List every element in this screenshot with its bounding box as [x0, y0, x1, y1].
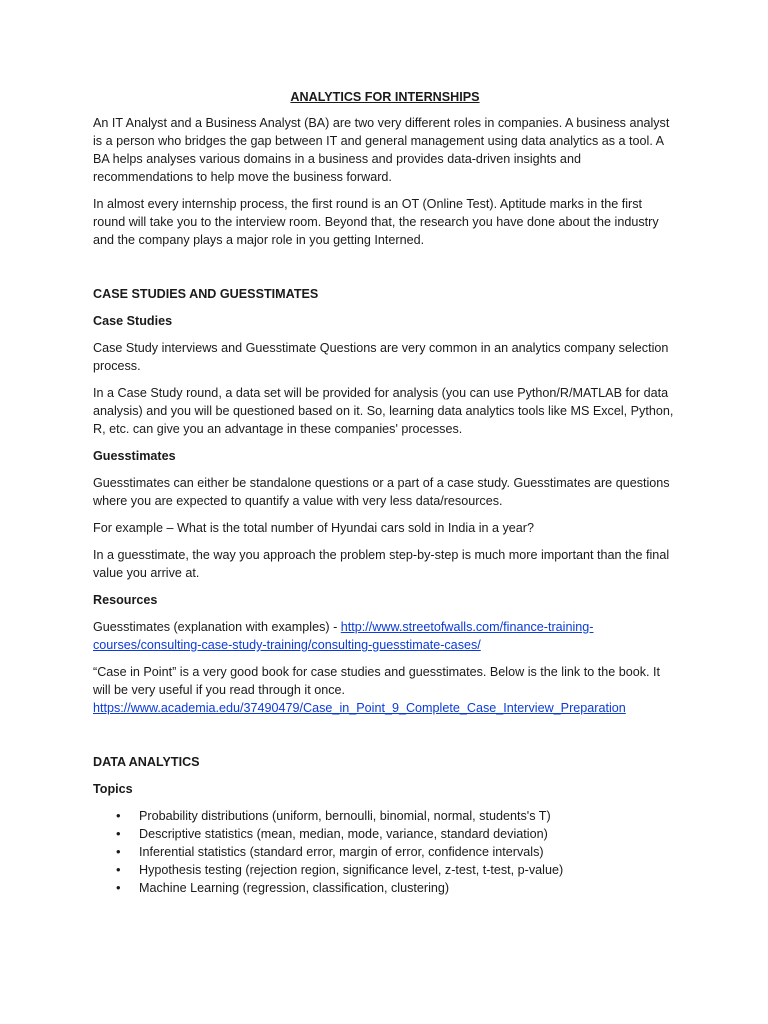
intro-paragraph: In almost every internship process, the first round is an OT (Online Test). Aptitude marks in the first round will take you to the interview room. Beyond that, the research you have done about the industry and the company plays a major role in you getting Interned.	[93, 197, 659, 247]
topic-text: Descriptive statistics (mean, median, mode, variance, standard deviation)	[139, 827, 548, 841]
topic-text: Hypothesis testing (rejection region, significance level, z-test, t-test, p-value)	[139, 863, 564, 877]
topics-list	[93, 807, 677, 897]
guesstimates-paragraph: For example – What is the total number of Hyundai cars sold in India in a year?	[93, 521, 535, 535]
topic-text: Probability distributions (uniform, bernoulli, binomial, normal, students's T)	[139, 809, 551, 823]
resources-guesstimates-text: Guesstimates (explanation with examples) -	[93, 620, 341, 634]
list-item	[93, 807, 677, 825]
list-item	[93, 861, 677, 879]
bullet-icon: •	[116, 826, 121, 841]
academia-book-link[interactable]: https://www.academia.edu/37490479/Case_in_Point_9_Complete_Case_Interview_Preparation	[93, 701, 626, 715]
topic-text: Inferential statistics (standard error, margin of error, confidence intervals)	[139, 845, 544, 859]
resources-guesstimates-paragraph	[93, 618, 677, 654]
list-item	[93, 879, 677, 897]
guesstimates-paragraph: In a guesstimate, the way you approach the problem step-by-step is much more important than the final value you arrive at.	[93, 548, 670, 580]
section-heading-data-analytics: DATA ANALYTICS	[93, 755, 200, 769]
document-body	[93, 88, 677, 897]
bullet-icon: •	[116, 808, 121, 823]
case-studies-paragraph: Case Study interviews and Guesstimate Questions are very common in an analytics company selection process.	[93, 341, 669, 373]
guesstimates-paragraph: Guesstimates can either be standalone questions or a part of a case study. Guesstimates are questions where you are expected to quantify a value with very less data/resources.	[93, 476, 670, 508]
intro-paragraph: An IT Analyst and a Business Analyst (BA) are two very different roles in companies. A business analyst is a person who bridges the gap between IT and general management using data analytics as a tool. A BA helps analyses various domains in a business and provides data-driven insights and recommendations to help move the business forward.	[93, 116, 670, 184]
section-heading-case-studies-guesstimates: CASE STUDIES AND GUESSTIMATES	[93, 287, 319, 301]
bullet-icon: •	[116, 862, 121, 877]
subheading-guesstimates: Guesstimates	[93, 449, 176, 463]
subheading-case-studies: Case Studies	[93, 314, 173, 328]
resources-book-text: “Case in Point” is a very good book for case studies and guesstimates. Below is the link to the book. It will be very useful if you read through it once.	[93, 665, 661, 697]
bullet-icon: •	[116, 880, 121, 895]
streetofwalls-link[interactable]: http://www.streetofwalls.com/finance-training-courses/consulting-case-study-training/consulting-guesstimate-cases/	[93, 620, 594, 652]
list-item	[93, 825, 677, 843]
document-title: ANALYTICS FOR INTERNSHIPS	[290, 90, 480, 104]
bullet-icon: •	[116, 844, 121, 859]
subheading-topics: Topics	[93, 782, 133, 796]
topic-text: Machine Learning (regression, classification, clustering)	[139, 881, 450, 895]
list-item	[93, 843, 677, 861]
resources-book-paragraph	[93, 663, 677, 717]
case-studies-paragraph: In a Case Study round, a data set will be provided for analysis (you can use Python/R/MATLAB for data analysis) and you will be questioned based on it. So, learning data analytics tools like MS Excel, Python, R, etc. can give you an advantage in these companies' processes.	[93, 386, 674, 436]
subheading-resources: Resources	[93, 593, 158, 607]
